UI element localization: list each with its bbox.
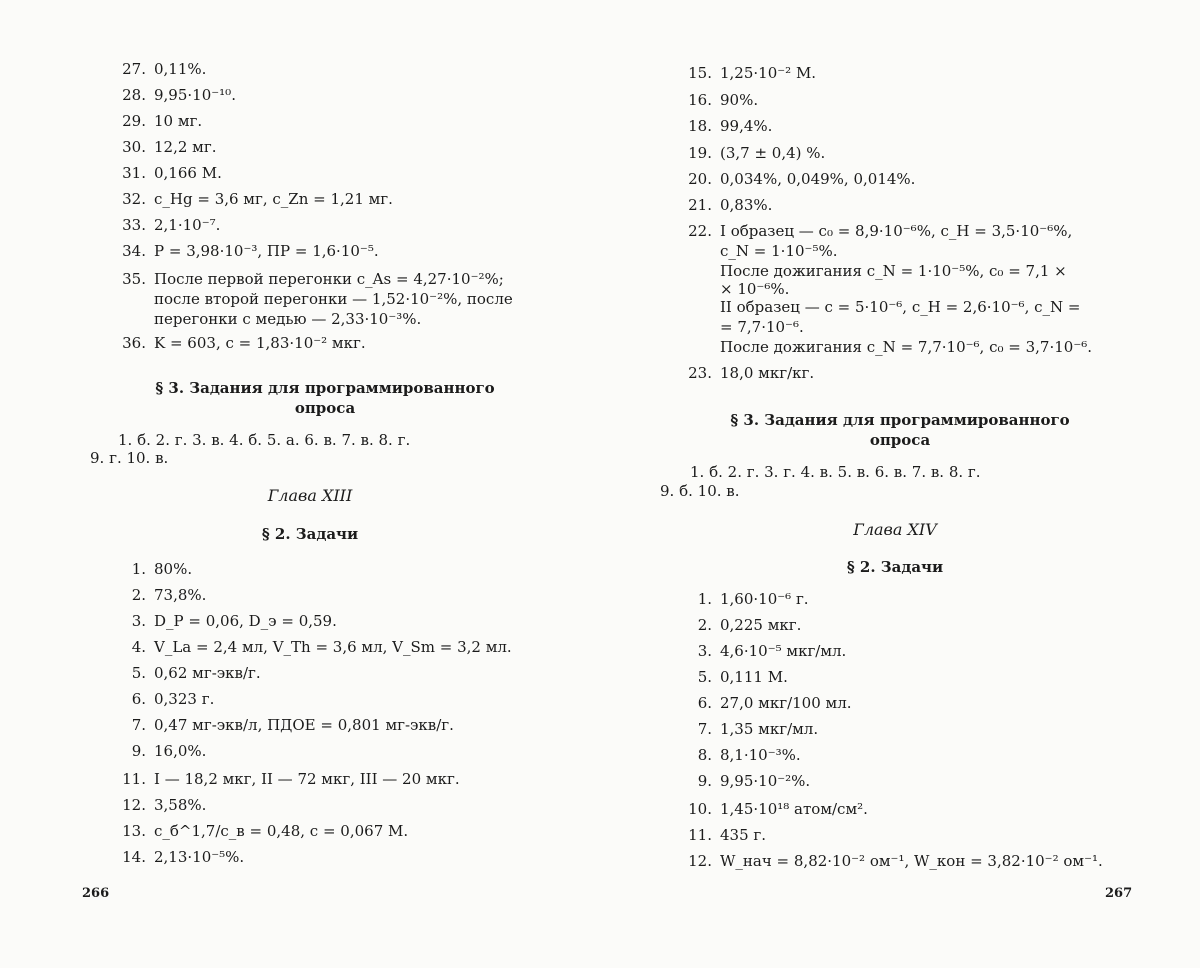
chapter-title: Глава XIV [853,520,937,539]
answer-item [116,586,206,604]
answer-number: 11. [122,770,146,788]
answer-text: 0,111 М. [720,668,788,686]
answer-text: 0,323 г. [154,690,215,708]
answer-text: 16,0%. [154,742,207,760]
answer-text: P = 3,98·10⁻³, ПР = 1,6·10⁻⁵. [154,242,379,260]
answer-item [682,64,816,82]
answer-item [116,60,206,78]
answer-text: 73,8%. [154,586,207,604]
answer-item [682,590,809,608]
answer-text: 1,45·10¹⁸ атом/см². [720,800,868,818]
answer-item [116,664,261,682]
answer-item [682,720,818,738]
answer-text: 0,225 мкг. [720,616,802,634]
answer-item [116,310,421,328]
answer-text: 3,58%. [154,796,207,814]
answer-item [116,216,220,234]
answer-number: 6. [697,694,712,712]
answer-item [682,262,1067,280]
programmed-answers-line: 9. б. 10. в. [660,482,740,500]
answer-item [682,280,789,298]
section-heading-line: § 3. Задания для программированного [155,379,495,397]
page-number: 267 [1105,886,1133,901]
answer-item [682,668,788,686]
answer-text: 435 г. [720,826,767,844]
answer-number: 28. [122,86,146,104]
answer-number: 5. [131,664,146,682]
answer-number: 18. [688,117,712,135]
answer-number: 1. [697,590,712,608]
answer-number: 29. [122,112,146,130]
answer-text: После дожигания c_N = 1·10⁻⁵%, c₀ = 7,1 × [720,262,1067,280]
answer-number: 21. [688,196,712,214]
answer-item [682,318,804,336]
answer-item [682,144,825,162]
programmed-answers-line: 1. б. 2. г. 3. в. 4. б. 5. а. 6. в. 7. в. 8. г. [118,431,411,449]
answer-text: 0,034%, 0,049%, 0,014%. [720,170,916,188]
answer-text: W_нач = 8,82·10⁻² ом⁻¹, W_кон = 3,82·10⁻² ом⁻¹. [720,852,1103,870]
section-heading-line: опроса [294,399,356,417]
answer-text: 0,83%. [720,196,773,214]
answer-number: 30. [122,138,146,156]
chapter-title: Глава XIII [267,486,353,505]
answer-text: 2,1·10⁻⁷. [154,216,221,234]
answer-item [682,196,772,214]
answer-text: После дожигания c_N = 7,7·10⁻⁶, c₀ = 3,7·10⁻⁶. [720,338,1093,356]
answer-number: 36. [122,334,146,352]
answer-text: 1,35 мкг/мл. [720,720,819,738]
answer-text: 80%. [154,560,193,578]
answer-text: c_N = 1·10⁻⁵%. [720,242,838,260]
programmed-answers-line: 1. б. 2. г. 3. г. 4. в. 5. в. 6. в. 7. в. 8. г. [690,463,981,481]
right-page [600,0,1200,968]
answer-text: 0,47 мг-экв/л, ПДОЕ = 0,801 мг-экв/г. [154,716,454,734]
answer-text: 9,95·10⁻¹⁰. [154,86,236,104]
answer-item [116,716,454,734]
answer-text: 0,11%. [154,60,207,78]
answer-text: после второй перегонки — 1,52·10⁻²%, после [154,290,513,308]
answer-number: 9. [131,742,146,760]
answer-item [682,298,1080,316]
section-heading: § 2. Задачи [846,558,944,576]
answer-item [682,170,915,188]
answer-item [116,638,512,656]
answer-number: 5. [697,668,712,686]
answer-item [682,772,810,790]
answer-number: 4. [131,638,146,656]
answer-text: K = 603, c = 1,83·10⁻² мкг. [154,334,366,352]
section-heading: § 2. Задачи [261,525,359,543]
answer-item [116,796,206,814]
answer-number: 12. [122,796,146,814]
answer-item [116,86,236,104]
answer-item [116,164,222,182]
answer-number: 3. [697,642,712,660]
answer-text: c_Hg = 3,6 мг, c_Zn = 1,21 мг. [154,190,393,208]
answer-text: 18,0 мкг/кг. [720,364,815,382]
answer-number: 11. [688,826,712,844]
answer-text: 90%. [720,91,759,109]
answer-number: 20. [688,170,712,188]
answer-text: 8,1·10⁻³%. [720,746,801,764]
answer-number: 6. [131,690,146,708]
answer-number: 32. [122,190,146,208]
answer-text: = 7,7·10⁻⁶. [720,318,804,336]
answer-item [682,800,868,818]
answer-text: I образец — c₀ = 8,9·10⁻⁶%, c_H = 3,5·10⁻⁶%, [720,222,1073,240]
answer-text: 9,95·10⁻²%. [720,772,811,790]
answer-item [682,694,851,712]
answer-number: 19. [688,144,712,162]
answer-number: 13. [122,822,146,840]
answer-text: × 10⁻⁶%. [720,280,790,298]
answer-text: 27,0 мкг/100 мл. [720,694,852,712]
answer-text: 0,62 мг-экв/г. [154,664,261,682]
answer-text: 1,25·10⁻² М. [720,64,817,82]
answer-item [116,770,460,788]
answer-text: (3,7 ± 0,4) %. [720,144,826,162]
answer-number: 2. [697,616,712,634]
answer-number: 3. [131,612,146,630]
section-heading [730,410,1070,450]
answer-item [682,852,1103,870]
answer-item [116,334,366,352]
answer-text: 0,166 М. [154,164,222,182]
answer-text: 2,13·10⁻⁵%. [154,848,245,866]
answer-text: I — 18,2 мкг, II — 72 мкг, III — 20 мкг. [154,770,460,788]
answer-item [116,270,504,288]
answer-number: 10. [688,800,712,818]
answer-item [116,290,513,308]
answer-number: 27. [122,60,146,78]
answer-text: 4,6·10⁻⁵ мкг/мл. [720,642,847,660]
answer-number: 35. [122,270,146,288]
answer-text: После первой перегонки c_As = 4,27·10⁻²%; [154,270,504,288]
answer-item [116,138,216,156]
answer-number: 16. [688,91,712,109]
answer-number: 8. [697,746,712,764]
answer-number: 7. [131,716,146,734]
answer-item [116,822,408,840]
section-heading [150,378,500,418]
answer-number: 33. [122,216,146,234]
answer-number: 34. [122,242,146,260]
programmed-answers-line: 9. г. 10. в. [90,449,169,467]
answer-item [682,242,837,260]
answer-item [682,222,1072,240]
answer-item [116,848,244,866]
answer-number: 9. [697,772,712,790]
answer-number: 12. [688,852,712,870]
answer-item [116,690,214,708]
answer-item [682,338,1092,356]
answer-text: II образец — c = 5·10⁻⁶, c_H = 2,6·10⁻⁶, c_N = [720,298,1081,316]
answer-text: c_б^1,7/c_в = 0,48, c = 0,067 М. [154,822,409,840]
answer-item [116,560,192,578]
answer-text: перегонки с медью — 2,33·10⁻³%. [154,310,422,328]
answer-item [682,642,846,660]
answer-number: 14. [122,848,146,866]
answer-item [682,91,758,109]
answer-item [116,612,337,630]
answer-text: 99,4%. [720,117,773,135]
answer-text: 10 мг. [154,112,203,130]
answer-text: 1,60·10⁻⁶ г. [720,590,809,608]
answer-text: V_La = 2,4 мл, V_Th = 3,6 мл, V_Sm = 3,2 мл. [154,638,512,656]
answer-item [116,190,393,208]
answer-item [682,746,801,764]
answer-item [116,742,206,760]
answer-number: 1. [131,560,146,578]
answer-text: 12,2 мг. [154,138,217,156]
answer-number: 15. [688,64,712,82]
answer-item [682,826,766,844]
section-heading-line: опроса [869,431,931,449]
answer-item [682,117,772,135]
answer-item [682,364,814,382]
page-number: 266 [82,886,110,901]
answer-number: 22. [688,222,712,240]
answer-number: 7. [697,720,712,738]
answer-text: D_P = 0,06, D_э = 0,59. [154,612,337,630]
answer-number: 31. [122,164,146,182]
answer-item [116,112,202,130]
section-heading-line: § 3. Задания для программированного [730,411,1070,429]
answer-number: 2. [131,586,146,604]
answer-number: 23. [688,364,712,382]
answer-item [116,242,379,260]
answer-item [682,616,801,634]
